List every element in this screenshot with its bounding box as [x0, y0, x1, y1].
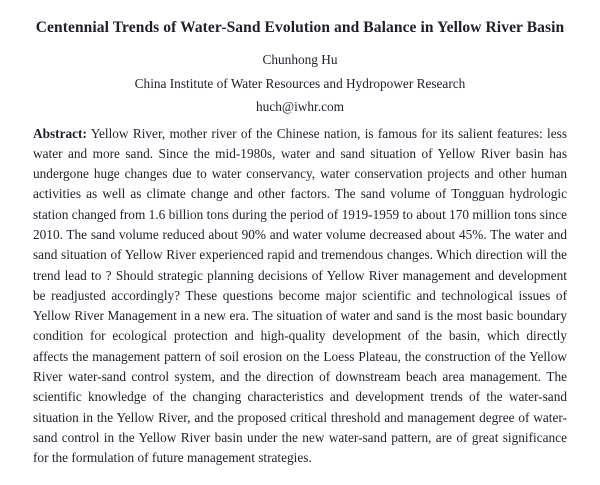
abstract-paragraph: [33, 124, 567, 469]
abstract-label: Abstract:: [33, 125, 87, 141]
author-affiliation: China Institute of Water Resources and Hydropower Research: [134, 75, 466, 91]
author-name: Chunhong Hu: [262, 52, 338, 67]
paper-title: Centennial Trends of Water-Sand Evolution and Balance in Yellow River Basin: [35, 19, 565, 36]
paper-content: [33, 13, 567, 469]
author-block: [33, 48, 567, 119]
abstract-text: Yellow River, mother river of the Chinese nation, is famous for its salient features: less water and more sand. Since the mid-1980s, water and sand situation of Yellow River basin has undergone huge changes due to water conservancy, water conservation projects and other human activities as well as climate change and other factors. The sand volume of Tongguan hydrologic station changed from 1.6 billion tons during the period of 1919-1959 to about 170 million tons since 2010. The sand volume reduced about 90% and water volume decreased about 45%. The water and sand situation of Yellow River experienced rapid and tremendous changes. Which direction will the trend lead to ? Should strategic planning decisions of Yellow River management and development be readjusted accordingly? These questions become major scientific and technological issues of Yellow River Management in a new era. The situation of water and sand is the most basic boundary condition for ecological protection and high-quality development of the basin, which directly affects the management pattern of soil erosion on the Loess Plateau, the construction of the Yellow River water-sand control system, and the direction of downstream beach area management. The scientific knowledge of the changing characteristics and development trends of the water-sand situation in the Yellow River, and the proposed critical threshold and management degree of water-sand control in the Yellow River basin under the new water-sand pattern, are of great significance for the formulation of future management strategies.: [33, 125, 567, 466]
author-email: huch@iwhr.com: [256, 99, 344, 114]
